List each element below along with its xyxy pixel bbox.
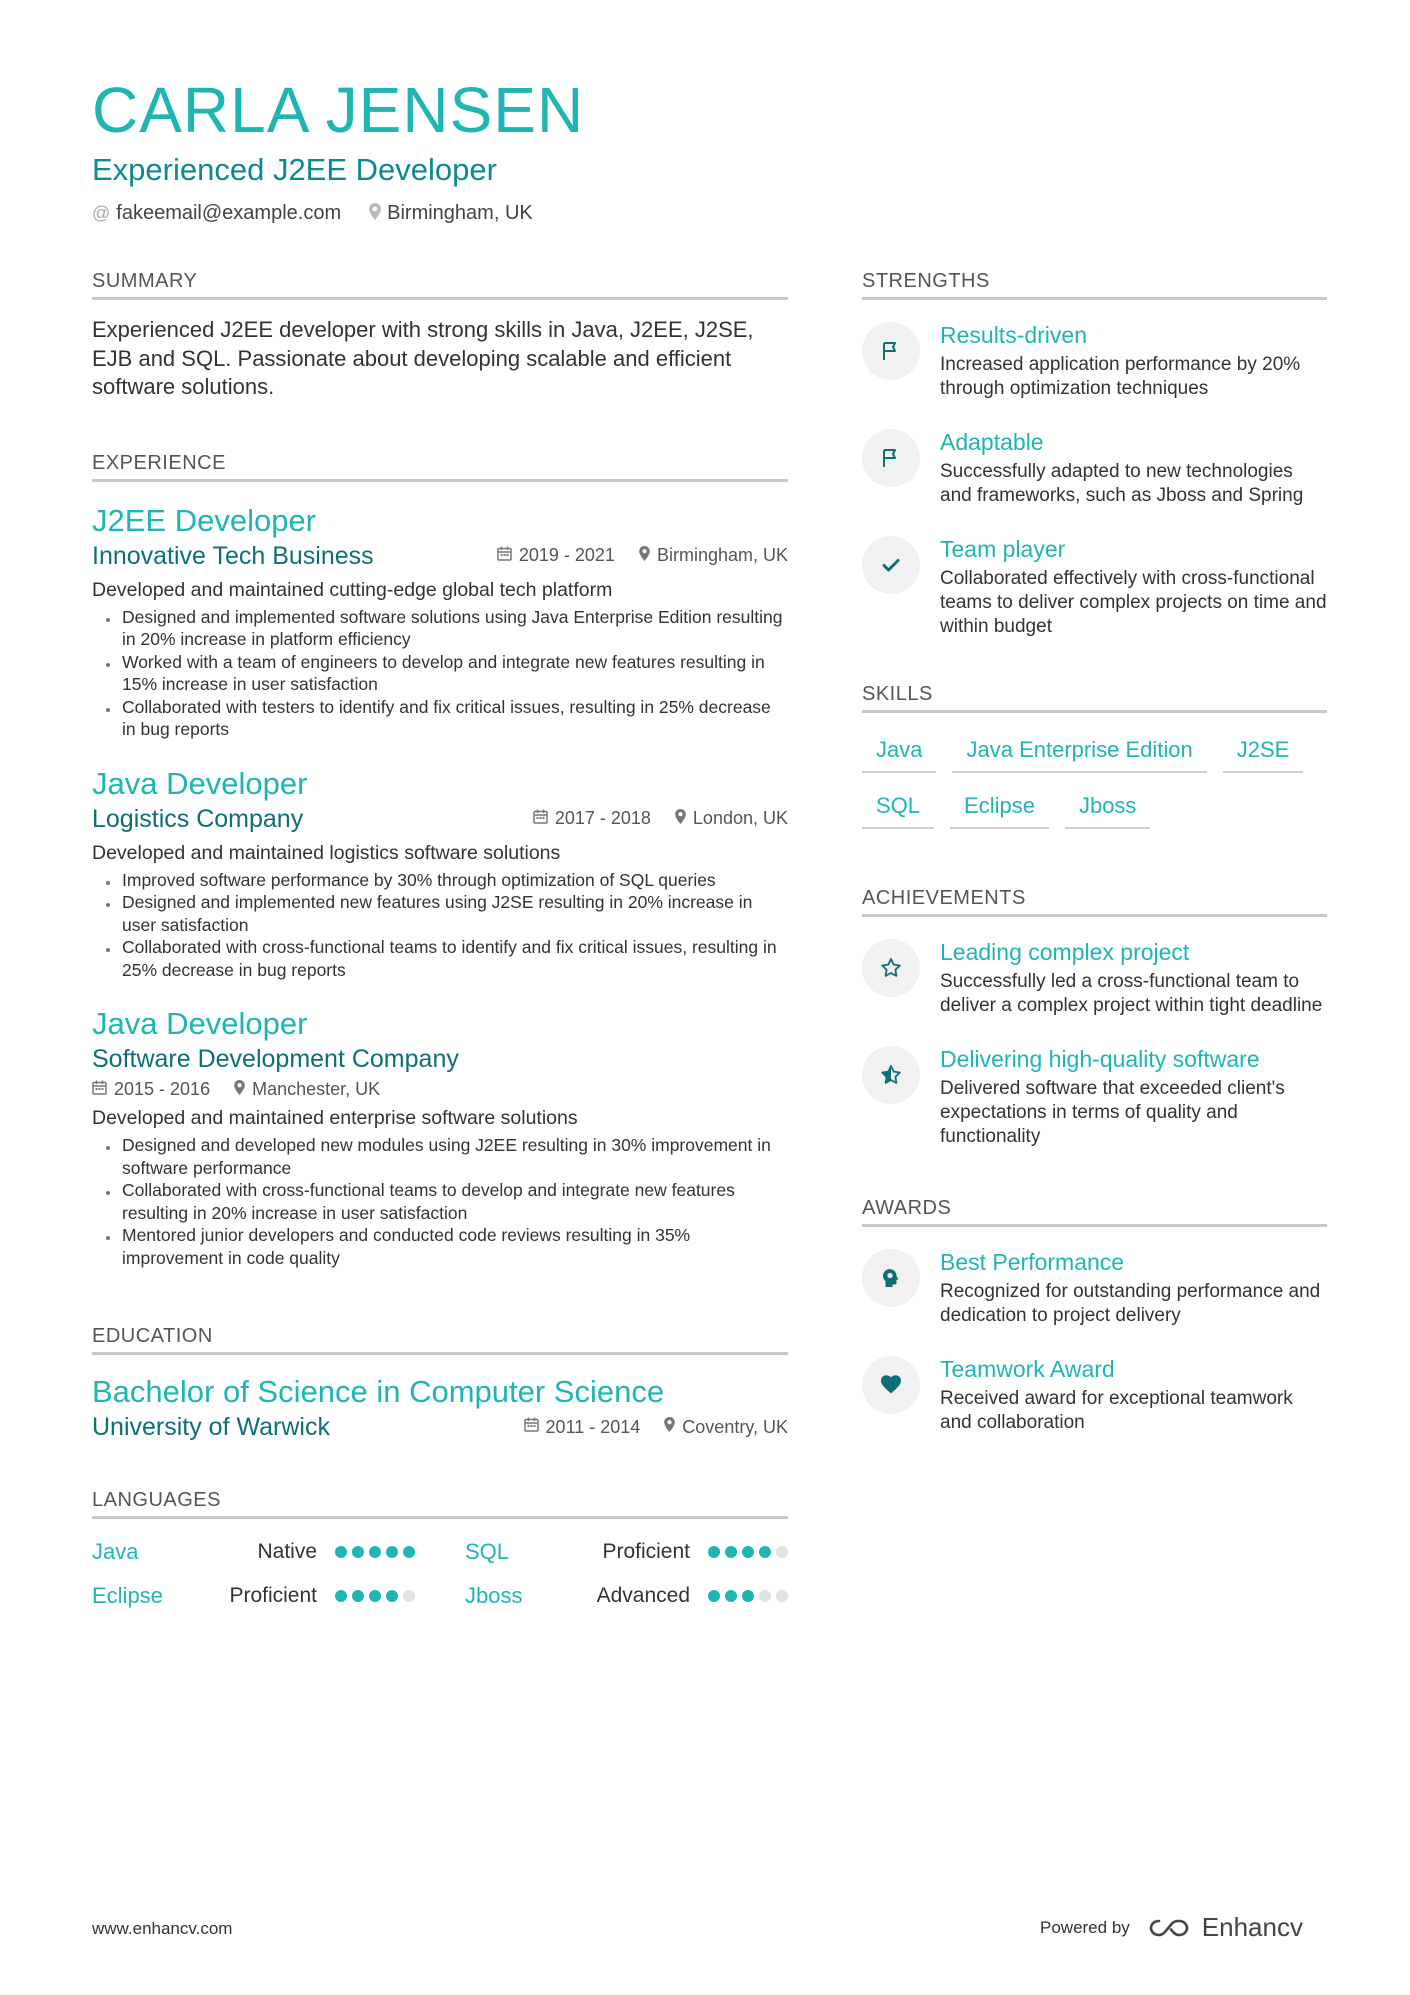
language-rating (335, 1546, 415, 1558)
brand-name: Enhancv (1201, 1912, 1303, 1942)
summary-section (92, 268, 788, 402)
flag-icon (862, 322, 920, 380)
powered-by-label: Powered by (1040, 1917, 1130, 1937)
rating-dot-filled (352, 1590, 364, 1602)
job-location: Manchester, UK (252, 1079, 381, 1099)
language-item (92, 1539, 415, 1565)
award-item (862, 1247, 1327, 1328)
job-entry (92, 765, 788, 982)
rating-dot-filled (352, 1546, 364, 1558)
rating-dot-filled (335, 1590, 347, 1602)
achievement-title: Leading complex project (940, 939, 1190, 965)
rating-dot-filled (759, 1546, 771, 1558)
achievement-item (862, 937, 1327, 1018)
enhancv-logo-icon (1148, 1917, 1192, 1939)
job-entry (92, 502, 788, 741)
calendar-icon (497, 546, 512, 566)
strength-title: Team player (940, 536, 1066, 562)
job-title: Java Developer (92, 765, 308, 801)
strength-title: Results-driven (940, 322, 1087, 348)
list-item: • Designed and developed new modules using J2EE resulting in 30% improvement in software performance (120, 1134, 788, 1179)
heart-icon (862, 1356, 920, 1414)
location-pin-icon (639, 546, 650, 566)
strength-title: Adaptable (940, 429, 1044, 455)
language-level: Proficient (602, 1540, 690, 1563)
skill-tag: Eclipse (950, 787, 1049, 829)
section-title-skills: SKILLS (862, 681, 1327, 713)
job-dates: 2017 - 2018 (554, 808, 651, 828)
job-dates: 2019 - 2021 (518, 545, 615, 565)
award-description: Received award for exceptional teamwork and collaboration (940, 1388, 1293, 1433)
degree-title: Bachelor of Science in Computer Science (92, 1374, 665, 1409)
rating-dot-filled (708, 1590, 720, 1602)
list-item: • Collaborated with cross-functional teams to develop and integrate new features resulting in 20% increase in user satisfaction (120, 1179, 788, 1224)
footer-branding (1040, 1912, 1303, 1943)
language-name: SQL (465, 1539, 510, 1564)
rating-dot-filled (386, 1590, 398, 1602)
job-entry (92, 1005, 788, 1269)
strength-description: Collaborated effectively with cross-functional teams to deliver complex projects on time and within budget (940, 568, 1327, 637)
language-item (92, 1583, 415, 1609)
rating-dot-empty (759, 1590, 771, 1602)
list-item: • Worked with a team of engineers to develop and integrate new features resulting in 15% increase in user satisfaction (120, 651, 788, 696)
strengths-section (862, 268, 1327, 639)
rating-dot-filled (725, 1546, 737, 1558)
rating-dot-filled (369, 1546, 381, 1558)
skills-list (862, 731, 1327, 829)
languages-section (92, 1487, 788, 1609)
rating-dot-empty (776, 1546, 788, 1558)
skills-section (862, 681, 1327, 829)
check-icon (862, 536, 920, 594)
rating-dot-filled (708, 1546, 720, 1558)
email-contact[interactable] (92, 202, 341, 225)
job-bullets (92, 1134, 788, 1269)
strength-item (862, 427, 1327, 508)
job-dates: 2015 - 2016 (114, 1079, 211, 1099)
candidate-name: CARLA JENSEN (92, 74, 585, 146)
job-title: Java Developer (92, 1006, 308, 1041)
language-item (465, 1539, 788, 1565)
achievement-item (862, 1044, 1327, 1149)
star-half-icon (862, 1046, 920, 1104)
location-pin-icon (664, 1417, 675, 1437)
section-title-summary: SUMMARY (92, 268, 788, 300)
summary-text: Experienced J2EE developer with strong skills in Java, J2EE, J2SE, EJB and SQL. Passionate about developing scalable and efficient software solutions. (92, 317, 754, 399)
award-title: Best Performance (940, 1249, 1125, 1275)
job-description: Developed and maintained logistics software solutions (92, 841, 561, 864)
list-item: • Designed and implemented new features using J2SE resulting in 20% increase in user satisfaction (120, 891, 788, 936)
right-column (862, 268, 1327, 1435)
rating-dot-filled (742, 1546, 754, 1558)
languages-grid (92, 1539, 788, 1609)
list-item: • Improved software performance by 30% through optimization of SQL queries (120, 869, 788, 892)
experience-section (92, 450, 788, 1270)
candidate-title: Experienced J2EE Developer (92, 152, 497, 187)
award-description: Recognized for outstanding performance and dedication to project delivery (940, 1281, 1321, 1326)
star-outline-icon (862, 939, 920, 997)
footer-url[interactable]: www.enhancv.com (92, 1919, 233, 1938)
language-level: Advanced (596, 1584, 690, 1607)
language-rating (708, 1546, 788, 1558)
email-text: fakeemail@example.com (116, 202, 342, 224)
resume-header (92, 74, 1322, 225)
company-name: Logistics Company (92, 804, 304, 833)
job-location: Birmingham, UK (656, 545, 788, 565)
section-title-achievements: ACHIEVEMENTS (862, 885, 1327, 917)
list-item: • Designed and implemented software solutions using Java Enterprise Edition resulting in 20% increase in platform efficiency (120, 606, 788, 651)
job-location: London, UK (692, 808, 788, 828)
awards-section (862, 1195, 1327, 1435)
achievement-title: Delivering high-quality software (940, 1046, 1260, 1072)
contact-row (92, 202, 1322, 225)
education-location: Coventry, UK (682, 1416, 788, 1437)
list-item: • Collaborated with testers to identify and fix critical issues, resulting in 25% decrease in bug reports (120, 696, 788, 741)
at-icon: @ (92, 203, 111, 223)
language-rating (335, 1590, 415, 1602)
section-title-strengths: STRENGTHS (862, 268, 1327, 300)
award-title: Teamwork Award (940, 1356, 1115, 1382)
company-name: Innovative Tech Business (92, 541, 374, 570)
job-description: Developed and maintained enterprise software solutions (92, 1107, 578, 1129)
achievement-description: Delivered software that exceeded client's expectations in terms of quality and functionality (940, 1078, 1285, 1147)
skill-tag: Java (862, 731, 936, 773)
language-name: Jboss (465, 1583, 523, 1608)
section-title-experience: EXPERIENCE (92, 450, 788, 482)
calendar-icon (524, 1417, 539, 1437)
job-description: Developed and maintained cutting-edge global tech platform (92, 578, 613, 601)
rating-dot-empty (403, 1590, 415, 1602)
rating-dot-filled (369, 1590, 381, 1602)
rating-dot-filled (403, 1546, 415, 1558)
location-contact (369, 202, 533, 225)
flag-icon (862, 429, 920, 487)
school-name: University of Warwick (92, 1413, 330, 1441)
language-level: Proficient (229, 1584, 317, 1607)
strength-description: Successfully adapted to new technologies and frameworks, such as Jboss and Spring (940, 461, 1304, 506)
section-title-awards: AWARDS (862, 1195, 1327, 1227)
head-idea-icon (862, 1249, 920, 1307)
language-rating (708, 1590, 788, 1602)
language-level: Native (257, 1540, 317, 1563)
company-name: Software Development Company (92, 1045, 459, 1073)
calendar-icon (533, 809, 548, 829)
strength-item (862, 320, 1327, 401)
strength-description: Increased application performance by 20% through optimization techniques (940, 354, 1301, 399)
brand-logo[interactable] (1148, 1912, 1303, 1943)
skill-tag: J2SE (1223, 731, 1304, 773)
list-item: • Collaborated with cross-functional teams to identify and fix critical issues, resulting in 25% decrease in bug reports (120, 936, 788, 981)
language-item (465, 1583, 788, 1609)
job-bullets (92, 869, 788, 982)
rating-dot-filled (386, 1546, 398, 1558)
list-item: • Mentored junior developers and conducted code reviews resulting in 35% improvement in code quality (120, 1224, 788, 1269)
rating-dot-filled (335, 1546, 347, 1558)
rating-dot-filled (742, 1590, 754, 1602)
job-bullets (92, 606, 788, 741)
section-title-education: EDUCATION (92, 1323, 788, 1355)
calendar-icon (92, 1080, 107, 1100)
location-pin-icon (675, 809, 686, 829)
education-dates: 2011 - 2014 (545, 1416, 641, 1437)
strength-item (862, 534, 1327, 639)
location-pin-icon (369, 203, 381, 225)
award-item (862, 1354, 1327, 1435)
skill-tag: Java Enterprise Edition (952, 731, 1206, 773)
location-pin-icon (234, 1080, 245, 1100)
section-title-languages: LANGUAGES (92, 1487, 788, 1519)
rating-dot-filled (725, 1590, 737, 1602)
job-title: J2EE Developer (92, 502, 317, 538)
location-text: Birmingham, UK (387, 202, 533, 224)
rating-dot-empty (776, 1590, 788, 1602)
education-section (92, 1323, 788, 1443)
achievements-section (862, 885, 1327, 1149)
left-column (92, 268, 788, 1609)
skill-tag: Jboss (1065, 787, 1150, 829)
language-name: Eclipse (92, 1583, 163, 1608)
skill-tag: SQL (862, 787, 934, 829)
language-name: Java (92, 1539, 139, 1564)
achievement-description: Successfully led a cross-functional team to deliver a complex project within tight deadline (940, 971, 1323, 1016)
